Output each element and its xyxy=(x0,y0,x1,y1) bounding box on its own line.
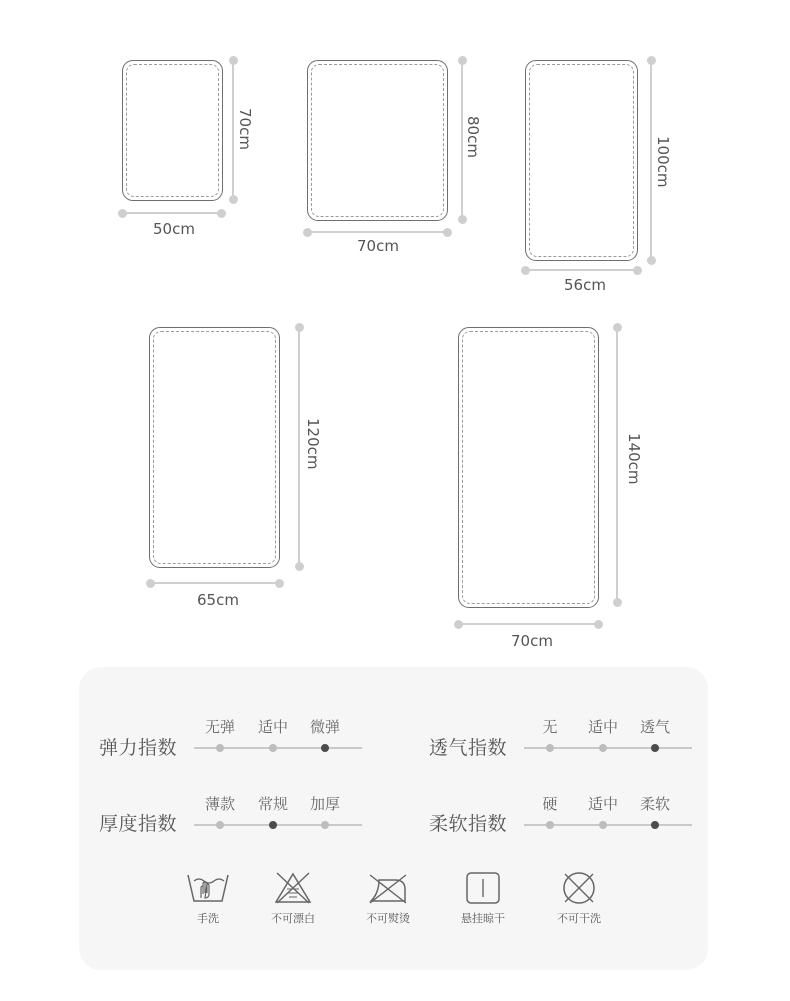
pad-outline xyxy=(458,327,599,608)
index-title: 透气指数 xyxy=(429,737,508,759)
index-option: 柔软 xyxy=(639,795,670,813)
no-iron-icon xyxy=(367,871,409,905)
height-dimension-line xyxy=(232,60,234,200)
index-option: 常规 xyxy=(257,795,288,813)
index-title: 柔软指数 xyxy=(429,813,508,835)
index-scale xyxy=(194,747,362,749)
index-option: 加厚 xyxy=(309,795,340,813)
care-label: 悬挂晾干 xyxy=(461,912,505,925)
scale-dot-selected xyxy=(321,744,329,752)
no-bleach-icon xyxy=(273,871,313,905)
scale-dot xyxy=(321,821,329,829)
scale-dot-selected xyxy=(651,744,659,752)
care-hang-dry xyxy=(438,871,528,926)
width-dimension-line xyxy=(122,212,222,214)
width-label: 50cm xyxy=(153,220,195,238)
height-dimension-line xyxy=(650,60,652,261)
index-scale xyxy=(194,824,362,826)
index-scale xyxy=(524,824,692,826)
scale-dot xyxy=(216,744,224,752)
height-label: 100cm xyxy=(654,136,672,188)
width-dimension-line xyxy=(150,582,280,584)
height-label: 80cm xyxy=(464,116,482,158)
pad-outline xyxy=(122,60,223,201)
height-label: 120cm xyxy=(304,418,322,470)
scale-dot-selected xyxy=(269,821,277,829)
scale-dot-selected xyxy=(651,821,659,829)
index-option: 适中 xyxy=(587,718,618,736)
pad-outline xyxy=(525,60,638,261)
index-scale xyxy=(524,747,692,749)
care-label: 手洗 xyxy=(197,912,219,925)
scale-dot xyxy=(546,744,554,752)
scale-dot xyxy=(599,744,607,752)
care-no-dry-clean xyxy=(534,871,624,926)
index-title: 弹力指数 xyxy=(99,737,178,759)
care-label: 不可干洗 xyxy=(557,912,601,925)
scale-dot xyxy=(546,821,554,829)
scale-dot xyxy=(269,744,277,752)
height-label: 70cm xyxy=(236,108,254,150)
care-hand-wash xyxy=(163,871,253,926)
no-dry-clean-icon xyxy=(561,871,597,905)
care-no-bleach xyxy=(248,871,338,926)
height-label: 140cm xyxy=(625,433,643,485)
height-dimension-line xyxy=(298,327,300,567)
width-dimension-line xyxy=(307,231,448,233)
care-no-iron xyxy=(343,871,433,926)
width-label: 56cm xyxy=(564,276,606,294)
index-option: 无 xyxy=(542,718,558,736)
index-option: 薄款 xyxy=(204,795,235,813)
scale-dot xyxy=(216,821,224,829)
width-dimension-line xyxy=(458,623,599,625)
width-dimension-line xyxy=(525,269,638,271)
care-label: 不可漂白 xyxy=(271,912,315,925)
index-option: 适中 xyxy=(257,718,288,736)
index-option: 无弹 xyxy=(204,718,235,736)
width-label: 70cm xyxy=(511,632,553,650)
index-title: 厚度指数 xyxy=(99,813,178,835)
width-label: 70cm xyxy=(357,237,399,255)
care-label: 不可熨烫 xyxy=(366,912,410,925)
index-option: 适中 xyxy=(587,795,618,813)
index-option: 硬 xyxy=(542,795,558,813)
hang-dry-icon xyxy=(465,871,501,905)
index-option: 微弹 xyxy=(309,718,340,736)
pad-outline xyxy=(149,327,280,568)
index-option: 透气 xyxy=(639,718,670,736)
height-dimension-line xyxy=(616,327,618,603)
height-dimension-line xyxy=(461,60,463,220)
scale-dot xyxy=(599,821,607,829)
pad-outline xyxy=(307,60,448,221)
width-label: 65cm xyxy=(197,591,239,609)
hand-wash-icon xyxy=(186,871,230,905)
